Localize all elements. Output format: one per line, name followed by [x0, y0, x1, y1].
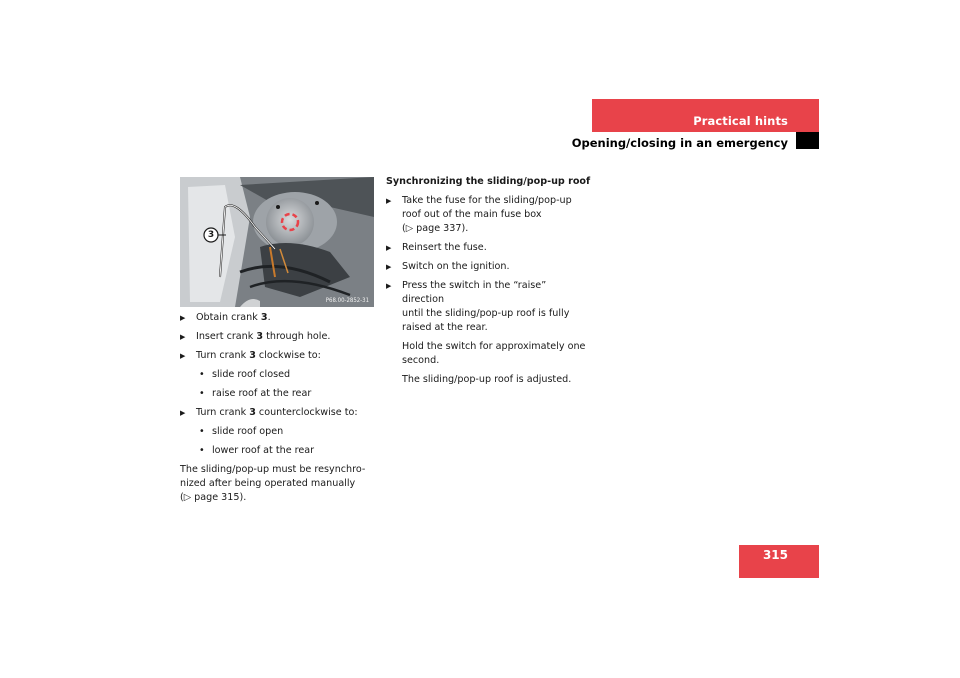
step-marker-icon: ▶ — [386, 197, 392, 205]
list-item: • slide roof open — [199, 426, 284, 437]
list-item: • lower roof at the rear — [199, 445, 315, 456]
step-obtain-crank: ▶ Obtain crank 3. — [180, 312, 271, 323]
step-reinsert-fuse: ▶ Reinsert the fuse. — [386, 242, 487, 253]
right-column — [386, 175, 591, 392]
step-take-fuse: ▶ Take the fuse for the sliding/pop-up roof out of the main fuse box (▷ page 337). — [386, 194, 591, 236]
step-turn-clockwise: ▶ Turn crank 3 clockwise to: — [180, 350, 321, 361]
resync-note: The sliding/pop-up must be resynchro- nized after being operated manually (▷ page 315). — [180, 463, 380, 505]
bullet-icon: • — [199, 426, 205, 437]
step-marker-icon: ▶ — [386, 244, 392, 252]
bullet-icon: • — [199, 369, 205, 380]
section-heading: Synchronizing the sliding/pop-up roof — [386, 176, 591, 187]
emergency-crank-photo — [180, 177, 374, 307]
section-title: Practical hints — [693, 114, 788, 128]
step-marker-icon: ▶ — [180, 314, 186, 322]
bullet-icon: • — [199, 445, 205, 456]
list-item: • raise roof at the rear — [199, 388, 312, 399]
step-ignition: ▶ Switch on the ignition. — [386, 261, 510, 272]
header-marker — [796, 132, 819, 149]
step-marker-icon: ▶ — [180, 352, 186, 360]
step-marker-icon: ▶ — [180, 409, 186, 417]
step-turn-counterclockwise: ▶ Turn crank 3 counterclockwise to: — [180, 407, 358, 418]
page-number: 315 — [762, 548, 788, 562]
callout-label: 3 — [207, 230, 215, 240]
bullet-icon: • — [199, 388, 205, 399]
list-item: • slide roof closed — [199, 369, 291, 380]
figure-code: P68.00-2852-31 — [325, 297, 369, 304]
left-column — [180, 311, 380, 510]
step-insert-crank: ▶ Insert crank 3 through hole. — [180, 331, 331, 342]
step-press-switch: ▶ Press the switch in the “raise” direction until the sliding/pop-up roof is fully raised at the rear. — [386, 280, 570, 333]
step-marker-icon: ▶ — [386, 263, 392, 271]
step-marker-icon: ▶ — [180, 333, 186, 341]
page-reference-link[interactable]: (▷ page 337). — [402, 223, 469, 234]
page-reference-link[interactable]: (▷ page 315). — [180, 492, 247, 503]
step-marker-icon: ▶ — [386, 282, 392, 290]
page-title: Opening/closing in an emergency — [571, 136, 788, 150]
result-text: The sliding/pop-up roof is adjusted. — [402, 374, 572, 385]
hold-instruction: Hold the switch for approximately one second. — [402, 341, 586, 366]
